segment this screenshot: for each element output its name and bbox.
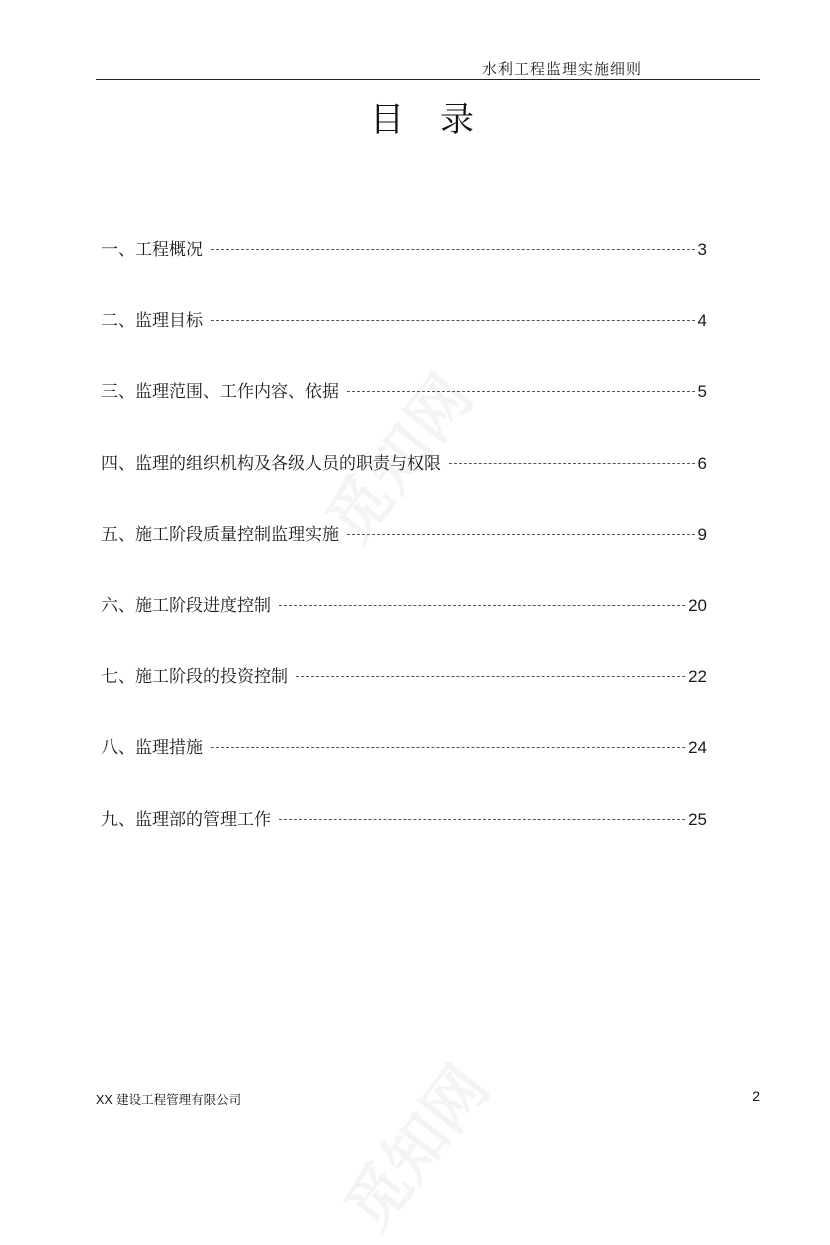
toc-entry-page: 25 [688,809,707,829]
toc-heading: 目录 [370,100,510,140]
toc-entry-label: 六、施工阶段进度控制 [101,595,271,616]
toc-dot-leader [296,676,685,677]
toc-entry-page: 5 [697,382,707,402]
toc-entry-label: 二、监理目标 [101,311,203,332]
toc-entry-page: 4 [697,311,707,331]
header-divider [96,79,760,80]
toc-entry-label: 四、监理的组织机构及各级人员的职责与权限 [101,453,441,474]
toc-entry-5[interactable] [101,517,707,553]
watermark-lower [321,1044,506,1245]
toc-entry-page: 9 [697,524,707,544]
toc-entry-page: 3 [697,240,707,259]
footer-company-name: XX 建设工程管理有限公司 [96,1093,242,1107]
toc-dot-leader [211,320,695,321]
toc-dot-leader [347,391,695,392]
toc-entry-4[interactable] [101,446,707,482]
toc-entry-9[interactable] [101,802,707,838]
toc-entry-label: 七、施工阶段的投资控制 [101,667,288,688]
toc-entry-3[interactable] [101,374,707,410]
toc-dot-leader [279,819,685,820]
toc-dot-leader [279,605,685,606]
toc-entry-8[interactable] [101,730,707,766]
toc-dot-leader [347,534,695,535]
toc-entry-page: 24 [688,738,707,758]
footer-page-number: 2 [752,1088,760,1104]
toc-entry-page: 6 [697,453,707,473]
toc-dot-leader [449,463,695,464]
toc-entry-6[interactable] [101,588,707,624]
document-header-title: 水利工程监理实施细则 [481,60,642,78]
toc-dot-leader [211,747,685,748]
toc-entry-label: 八、监理措施 [101,738,203,759]
toc-entry-1[interactable] [101,232,707,268]
toc-entry-label: 一、工程概况 [101,240,203,260]
toc-entry-label: 九、监理部的管理工作 [101,809,271,830]
toc-entry-label: 五、施工阶段质量控制监理实施 [101,524,339,545]
toc-list [101,232,707,873]
toc-entry-label: 三、监理范围、工作内容、依据 [101,382,339,403]
toc-entry-page: 20 [688,595,707,615]
toc-entry-2[interactable] [101,303,707,339]
toc-dot-leader [211,249,695,250]
toc-entry-7[interactable] [101,659,707,695]
toc-entry-page: 22 [688,667,707,687]
